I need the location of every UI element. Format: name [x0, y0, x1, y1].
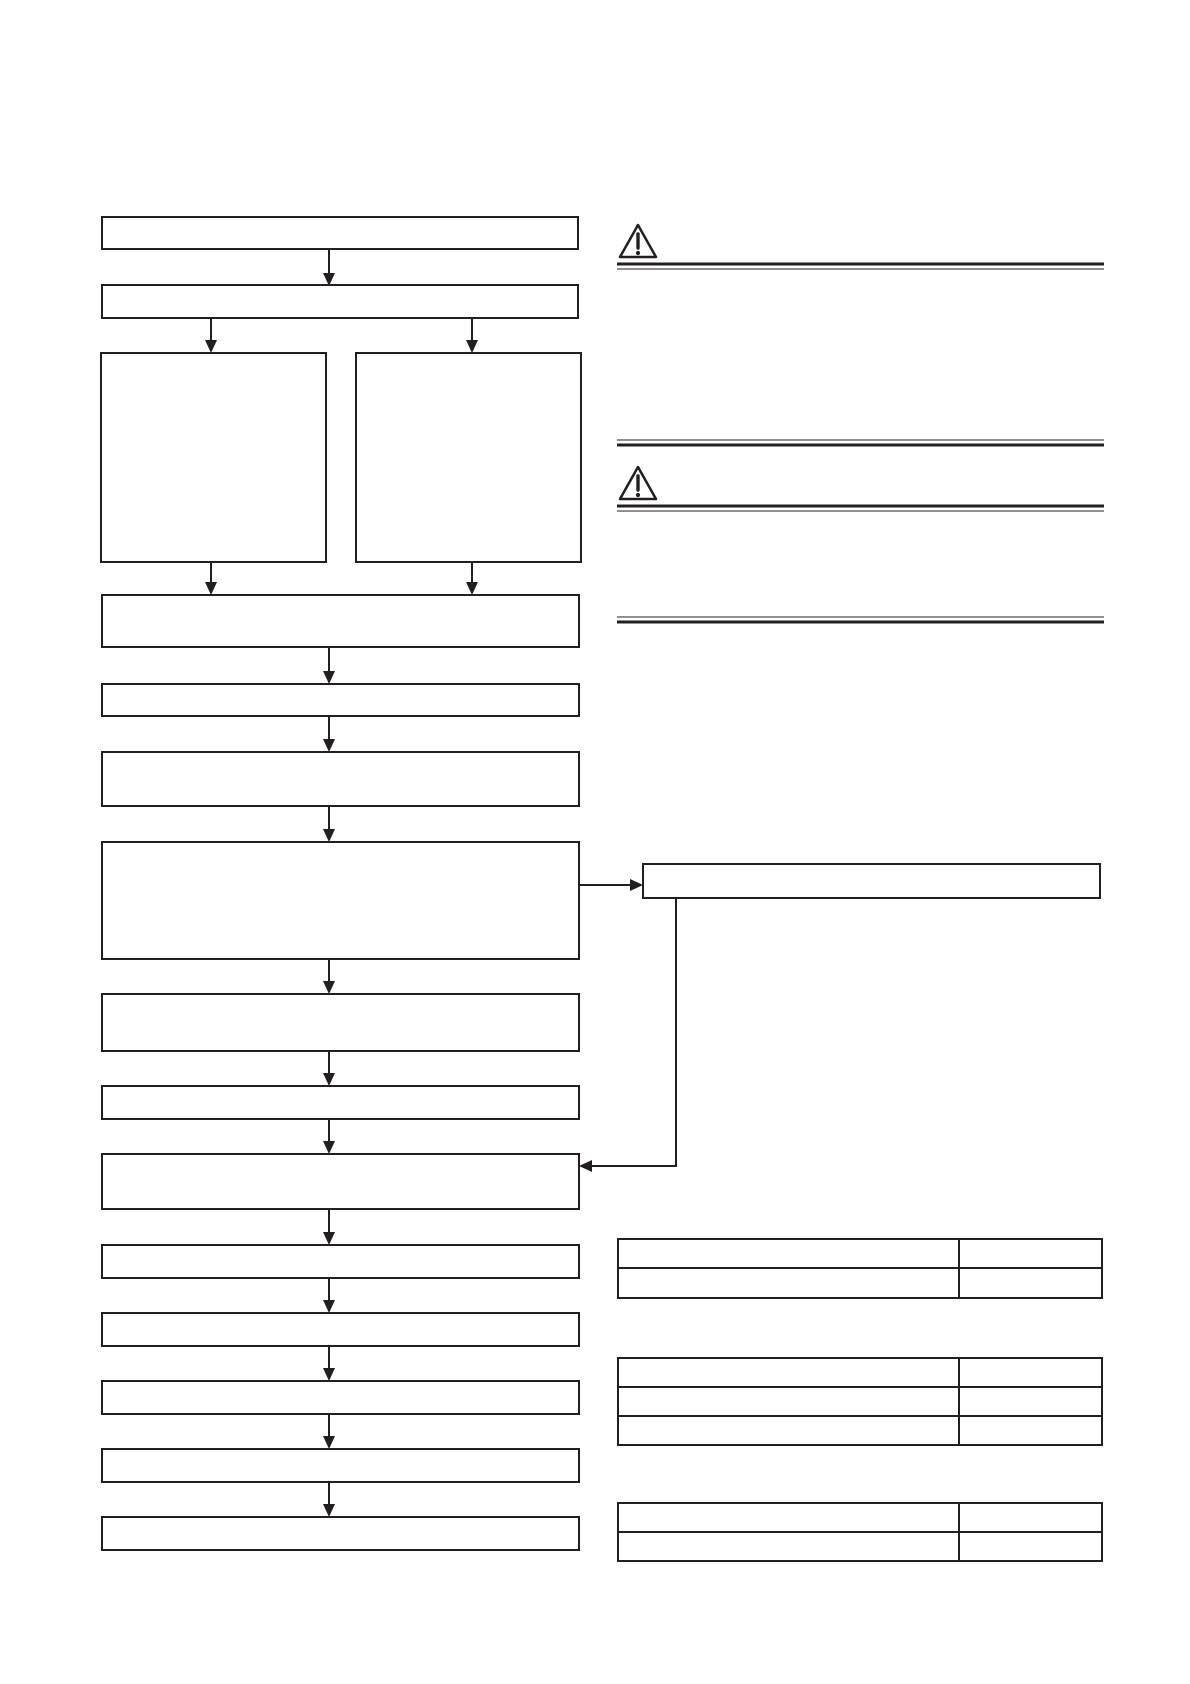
flow-step-13 [102, 1381, 579, 1414]
caution-block-1 [617, 225, 1104, 445]
flow-step-3-right [356, 353, 581, 562]
flow-step-5 [102, 684, 579, 716]
caution-block-2 [617, 467, 1104, 622]
spec-table-3 [618, 1503, 1102, 1561]
flow-step-1 [102, 217, 578, 249]
flow-step-4 [102, 595, 579, 647]
flow-step-8 [102, 994, 579, 1051]
flow-step-3-left [101, 353, 326, 562]
flow-side-step [643, 864, 1100, 898]
spec-table-2 [618, 1358, 1102, 1445]
warning-triangle-icon [620, 225, 656, 257]
flow-step-7 [102, 842, 579, 959]
flow-step-12 [102, 1313, 579, 1346]
flow-step-14 [102, 1449, 579, 1482]
flow-step-15 [102, 1517, 579, 1550]
flowchart [101, 217, 1100, 1550]
flow-step-6 [102, 752, 579, 806]
warning-triangle-icon [620, 467, 656, 499]
flow-step-11 [102, 1245, 579, 1278]
flow-step-2 [102, 285, 578, 318]
flow-step-9 [102, 1086, 579, 1119]
flow-step-10 [102, 1154, 579, 1209]
spec-table-1 [618, 1239, 1102, 1298]
